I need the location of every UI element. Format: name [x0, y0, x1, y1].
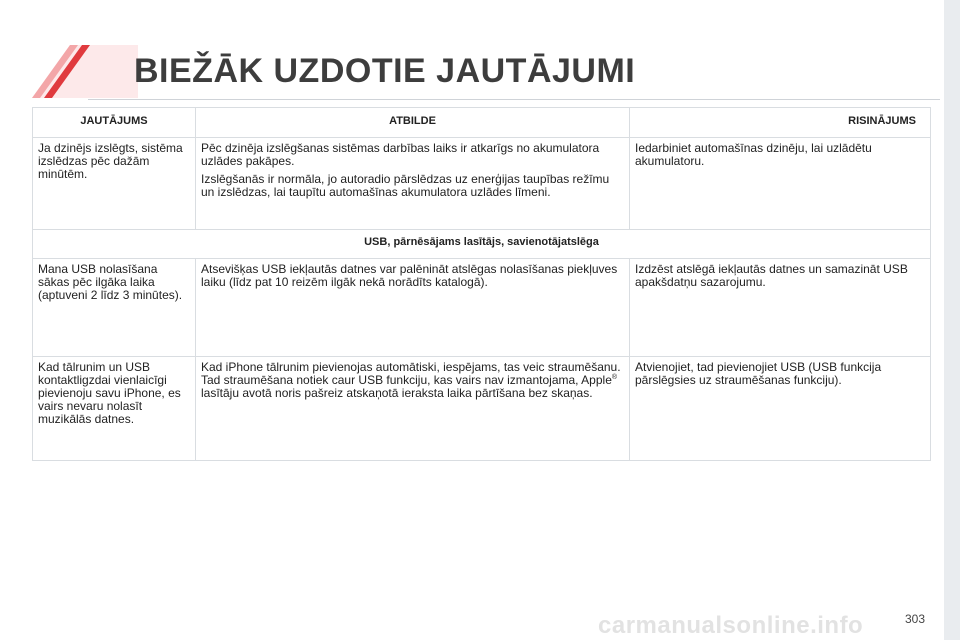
answer-cell [196, 357, 630, 461]
header-question: JAUTĀJUMS [33, 108, 196, 138]
page-number: 303 [905, 612, 926, 626]
solution-cell: Izdzēst atslēgā iekļautās datnes un samazināt USB apakšdatņu sazarojumu. [630, 259, 931, 357]
answer-paragraph: Pēc dzinēja izslēgšanas sistēmas darbības laiks ir atkarīgs no akumulatora uzlādes pakāpes. [201, 141, 600, 168]
side-band [944, 0, 960, 640]
answer-text-part: Kad iPhone tālrunim pievienojas automātiski, iespējams, tas veic straumēšanu. Tad straumēšana notiek caur USB funkciju, kas vairs nav izmantojama, Apple [201, 360, 621, 387]
solution-cell: Atvienojiet, tad pievienojiet USB (USB funkcija pārslēgsies uz straumēšanas funkciju). [630, 357, 931, 461]
answer-cell: Atsevišķas USB iekļautās datnes var palēnināt atslēgas nolasīšanas piekļuves laiku (līdz pat 10 reizēm ilgāk nekā norādīts katalogā). [196, 259, 630, 357]
question-cell: Mana USB nolasīšana sākas pēc ilgāka laika (aptuveni 2 līdz 3 minūtes). [33, 259, 196, 357]
answer-cell [196, 138, 630, 230]
corner-decoration-icon [30, 40, 140, 100]
header-answer: ATBILDE [196, 108, 630, 138]
section-row [33, 230, 931, 259]
solution-cell: Iedarbiniet automašīnas dzinēju, lai uzlādētu akumulatoru. [630, 138, 931, 230]
answer-text-part: lasītāju avotā noris pašreiz atskaņotā ieraksta laika pārtīšana bez skaņas. [201, 386, 593, 400]
question-cell: Kad tālrunim un USB kontaktligzdai vienlaicīgi pievienoju savu iPhone, es vairs nevaru nolasīt muzikālās datnes. [33, 357, 196, 461]
table-header-row [33, 108, 931, 138]
page-title: BIEŽĀK UZDOTIE JAUTĀJUMI [134, 52, 636, 90]
answer-paragraph: Izslēgšanās ir normāla, jo autoradio pārslēdzas uz enerģijas taupības režīmu un izslēdzas, lai taupītu automašīnas akumulatora uzlādes līmeni. [201, 172, 610, 199]
title-underline [88, 99, 940, 100]
table-row [33, 259, 931, 357]
table-row [33, 357, 931, 461]
header-solution: RISINĀJUMS [630, 108, 931, 138]
watermark: carmanualsonline.info [598, 612, 864, 639]
question-cell: Ja dzinējs izslēgts, sistēma izslēdzas pēc dažām minūtēm. [33, 138, 196, 230]
section-title: USB, pārnēsājams lasītājs, savienotājatslēga [33, 230, 931, 259]
table-row [33, 138, 931, 230]
faq-table [32, 107, 931, 461]
registered-mark: ® [611, 374, 618, 381]
